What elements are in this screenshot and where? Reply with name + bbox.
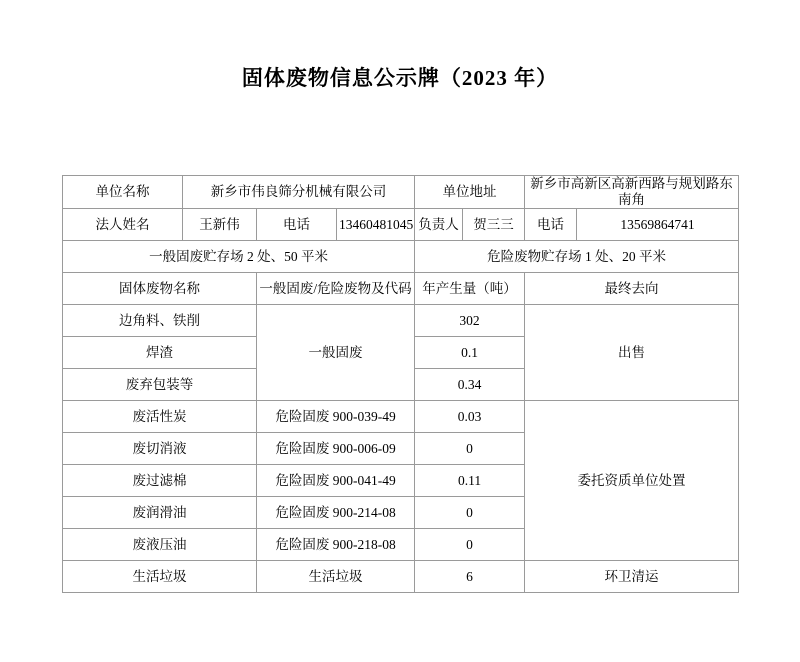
- waste-name: 边角料、铁削: [63, 305, 257, 337]
- waste-amount: 0.1: [415, 337, 525, 369]
- value-phone-1: 13460481045: [337, 209, 415, 241]
- waste-destination: 环卫清运: [525, 561, 739, 593]
- column-header-category-code: 一般固废/危险废物及代码: [257, 273, 415, 305]
- value-unit-name: 新乡市伟良筛分机械有限公司: [183, 176, 415, 209]
- document-page: [0, 62, 800, 662]
- waste-destination: 委托资质单位处置: [525, 401, 739, 561]
- waste-name: 废润滑油: [63, 497, 257, 529]
- general-waste-storage: 一般固废贮存场 2 处、50 平米: [63, 241, 415, 273]
- waste-category: 危险固废 900-041-49: [257, 465, 415, 497]
- waste-category: 危险固废 900-214-08: [257, 497, 415, 529]
- waste-category: 一般固废: [257, 305, 415, 401]
- waste-category: 危险固废 900-218-08: [257, 529, 415, 561]
- table-row-contacts: [63, 209, 739, 241]
- waste-name: 废过滤棉: [63, 465, 257, 497]
- waste-name: 焊渣: [63, 337, 257, 369]
- table-row: [63, 305, 739, 337]
- table-row-storage: [63, 241, 739, 273]
- value-phone-2: 13569864741: [577, 209, 739, 241]
- label-phone-2: 电话: [525, 209, 577, 241]
- waste-category: 危险固废 900-006-09: [257, 433, 415, 465]
- table-row: [63, 401, 739, 433]
- table-header-row: [63, 273, 739, 305]
- info-table-container: [62, 175, 738, 593]
- label-phone-1: 电话: [257, 209, 337, 241]
- waste-destination: 出售: [525, 305, 739, 401]
- waste-name: 废切消液: [63, 433, 257, 465]
- waste-amount: 0: [415, 497, 525, 529]
- waste-name: 废活性炭: [63, 401, 257, 433]
- hazardous-waste-storage: 危险废物贮存场 1 处、20 平米: [415, 241, 739, 273]
- waste-amount: 302: [415, 305, 525, 337]
- column-header-destination: 最终去向: [525, 273, 739, 305]
- column-header-waste-name: 固体废物名称: [63, 273, 257, 305]
- waste-amount: 0: [415, 433, 525, 465]
- value-responsible-person: 贺三三: [463, 209, 525, 241]
- waste-category: 生活垃圾: [257, 561, 415, 593]
- table-row-unit: [63, 176, 739, 209]
- label-unit-name: 单位名称: [63, 176, 183, 209]
- waste-category: 危险固废 900-039-49: [257, 401, 415, 433]
- waste-amount: 6: [415, 561, 525, 593]
- page-title: 固体废物信息公示牌（2023 年）: [241, 66, 559, 90]
- label-responsible-person: 负责人: [415, 209, 463, 241]
- table-row: [63, 561, 739, 593]
- solid-waste-info-table: [62, 175, 739, 593]
- waste-name: 生活垃圾: [63, 561, 257, 593]
- waste-name: 废弃包装等: [63, 369, 257, 401]
- value-legal-person: 王新伟: [183, 209, 257, 241]
- label-unit-address: 单位地址: [415, 176, 525, 209]
- column-header-annual-amount: 年产生量（吨）: [415, 273, 525, 305]
- value-unit-address: 新乡市高新区高新西路与规划路东南角: [525, 176, 739, 209]
- waste-amount: 0.03: [415, 401, 525, 433]
- waste-amount: 0: [415, 529, 525, 561]
- waste-name: 废液压油: [63, 529, 257, 561]
- label-legal-person: 法人姓名: [63, 209, 183, 241]
- waste-amount: 0.34: [415, 369, 525, 401]
- waste-amount: 0.11: [415, 465, 525, 497]
